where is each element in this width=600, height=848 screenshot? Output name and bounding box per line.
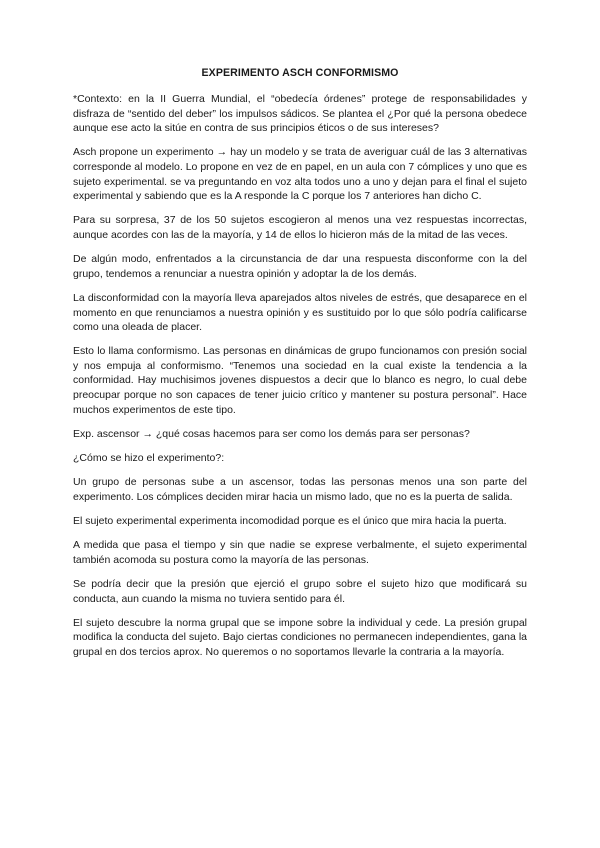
paragraph-elevator-exp: Exp. ascensor → ¿qué cosas hacemos para ser como los demás para ser personas? xyxy=(73,427,470,440)
document-title: EXPERIMENTO ASCH CONFORMISMO xyxy=(201,67,399,79)
paragraph-pressure: Se podría decir que la presión que ejerció el grupo sobre el sujeto hizo que modificará su conducta, aun cuando la misma no tuviera sentido para él. xyxy=(73,577,527,605)
paragraph-experiment-setup: Asch propone un experimento → hay un modelo y se trata de averiguar cuál de las 3 alternativas corresponde al modelo. Lo propone en vez de en papel, en un aula con 7 cómplices y uno que es sujeto experimental. se va preguntando en voz alta todos uno a uno y dejan para el final el sujeto experimental y sabiendo que es la A responde la C porque los 7 anteriores han dicho C. xyxy=(73,146,527,203)
paragraph-discomfort: El sujeto experimental experimenta incomodidad porque es el único que mira hacia la puerta. xyxy=(73,515,507,527)
paragraph-stress: La disconformidad con la mayoría lleva aparejados altos niveles de estrés, que desaparece en el momento en que renunciamos a nuestra opinión y es sustituido por lo que sólo podría calificarse como una oleada de placer. xyxy=(73,291,527,334)
paragraph-context: *Contexto: en la II Guerra Mundial, el “obedecía órdenes” protege de responsabilidades y disfraza de “sentido del deber” los impulsos sádicos. Se plantea el ¿Por qué la persona obedece aunque ese acto la sitúe en contra de sus principios éticos o de sus intereses? xyxy=(73,93,527,135)
paragraph-results: Para su sorpresa, 37 de los 50 sujetos escogieron al menos una vez respuestas incorrectas, aunque acordes con las de la mayoría, y 14 de ellos lo hicieron más de la mitad de las veces. xyxy=(73,214,527,241)
paragraph-how-question: ¿Cómo se hizo el experimento?: xyxy=(73,452,225,465)
paragraph-elevator-group: Un grupo de personas sube a un ascensor, todas las personas menos una son parte del experimento. Los cómplices deciden mirar hacia un mismo lado, que no es la puerta de salida. xyxy=(73,476,527,503)
paragraph-posture: A medida que pasa el tiempo y sin que nadie se exprese verbalmente, el sujeto experimental también acomoda su postura como la mayoría de las personas. xyxy=(73,539,527,566)
paragraph-renounce-opinion: De algún modo, enfrentados a la circunstancia de dar una respuesta disconforme con la del grupo, tendemos a renunciar a nuestra opinión y adoptar la de los demás. xyxy=(73,253,527,280)
paragraph-group-norm: El sujeto descubre la norma grupal que se impone sobre la individual y cede. La presión grupal modifica la conducta del sujeto. Bajo ciertas condiciones no permanecen independientes, gana la grupal en dos tercios aprox. No queremos o no soportamos llevarle la contraria a la mayoría. xyxy=(73,616,527,658)
paragraph-conformism: Esto lo llama conformismo. Las personas en dinámicas de grupo funcionamos con presión social y nos empuja al conformismo. “Tenemos una sociedad en la cual existe la tendencia a la conformidad. Hay muchisimos jovenes dispuestos a decir que lo blanco es negro, lo cual debe preocupar porque no son capaces de tener juicio crítico y mantener su postura personal”. Hace muchos experimentos de este tipo. xyxy=(73,345,527,416)
